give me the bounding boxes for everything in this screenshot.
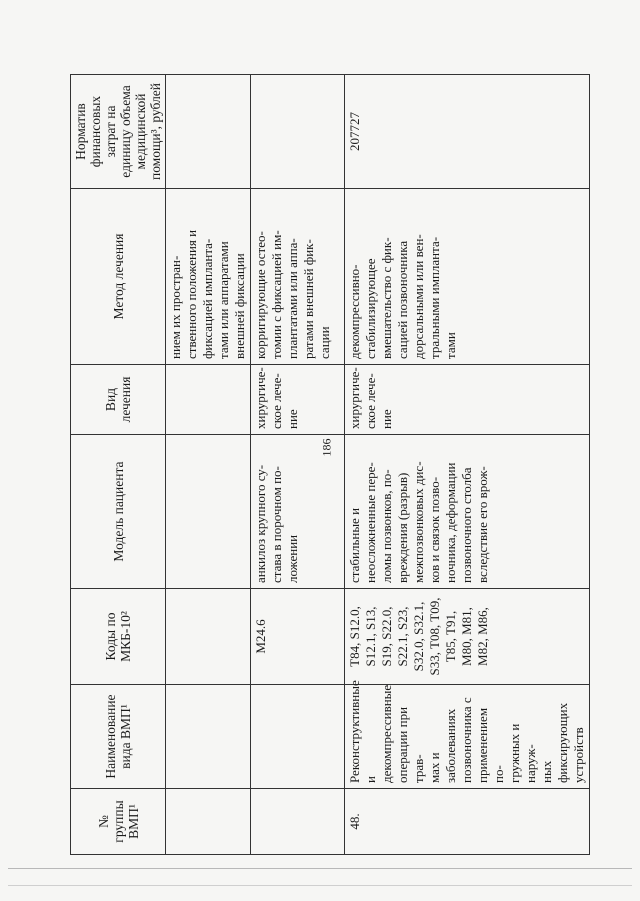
header-cost-norm: Норматив финансовых затрат на единицу объема медицинской помощи³, рублей bbox=[71, 75, 166, 189]
cell-model bbox=[166, 435, 251, 589]
header-icd-codes: Коды по МКБ-10² bbox=[71, 589, 166, 685]
cell-cost: 207727 bbox=[345, 75, 590, 189]
cell-name: Реконструктивные и декомпрессивные операции при трав- мах и заболеваниях позвоночника с применением по- гружных и наруж- ных фиксирующих устройств bbox=[345, 685, 590, 789]
header-treatment-method: Метод лечения bbox=[71, 189, 166, 365]
cell-treatment bbox=[166, 365, 251, 435]
cell-model: стабильные и неосложненные пере- ломы позвонков, по- вреждения (разрыв) межпозвонковых дис- ков и связок позво- ночника, деформации позвоночного столба вследствие его врож- bbox=[345, 435, 590, 589]
cell-name bbox=[251, 685, 345, 789]
rotated-table-wrapper bbox=[70, 75, 586, 855]
cell-cost bbox=[251, 75, 345, 189]
cell-group bbox=[251, 789, 345, 855]
cell-treatment: хирургиче- ское лече- ние bbox=[345, 365, 590, 435]
cell-treatment: хирургиче- ское лече- ние bbox=[251, 365, 345, 435]
cell-cost bbox=[166, 75, 251, 189]
cell-codes: M24.6 bbox=[251, 589, 345, 685]
table-row bbox=[251, 75, 345, 855]
cell-name bbox=[166, 685, 251, 789]
scan-edge-line bbox=[8, 885, 632, 886]
cell-method: декомпрессивно- стабилизирующее вмешательство с фик- сацией позвоночника дорсальными или вен- тральными импланта- тами bbox=[345, 189, 590, 365]
cell-method: корригирующие остео- томии с фиксацией им- плантатами или аппа- ратами внешней фик- сации bbox=[251, 189, 345, 365]
cell-model: анкилоз крупного су- става в порочном по- ложении bbox=[251, 435, 345, 589]
cell-method: нием их простран- ственного положения и фиксацией импланта- тами или аппаратами внешней фиксации bbox=[166, 189, 251, 365]
cell-codes: T84, S12.0, S12.1, S13, S19, S22.0, S22.1, S23, S32.0, S32.1, S33, T08, T09, T85, T91, M80, M81, M82, M86, bbox=[345, 589, 590, 685]
cell-group bbox=[166, 789, 251, 855]
header-group-number: № группы ВМП¹ bbox=[71, 789, 166, 855]
table-header-row bbox=[71, 75, 166, 855]
cell-codes bbox=[166, 589, 251, 685]
cell-group: 48. bbox=[345, 789, 590, 855]
header-patient-model: Модель пациента bbox=[71, 435, 166, 589]
page-number: 186 bbox=[319, 438, 334, 457]
header-vmp-name: Наименование вида ВМП¹ bbox=[71, 685, 166, 789]
table-row bbox=[345, 75, 590, 855]
vmp-table bbox=[70, 74, 590, 855]
table-row bbox=[166, 75, 251, 855]
scan-edge-line bbox=[8, 868, 632, 869]
header-treatment-type: Вид лечения bbox=[71, 365, 166, 435]
